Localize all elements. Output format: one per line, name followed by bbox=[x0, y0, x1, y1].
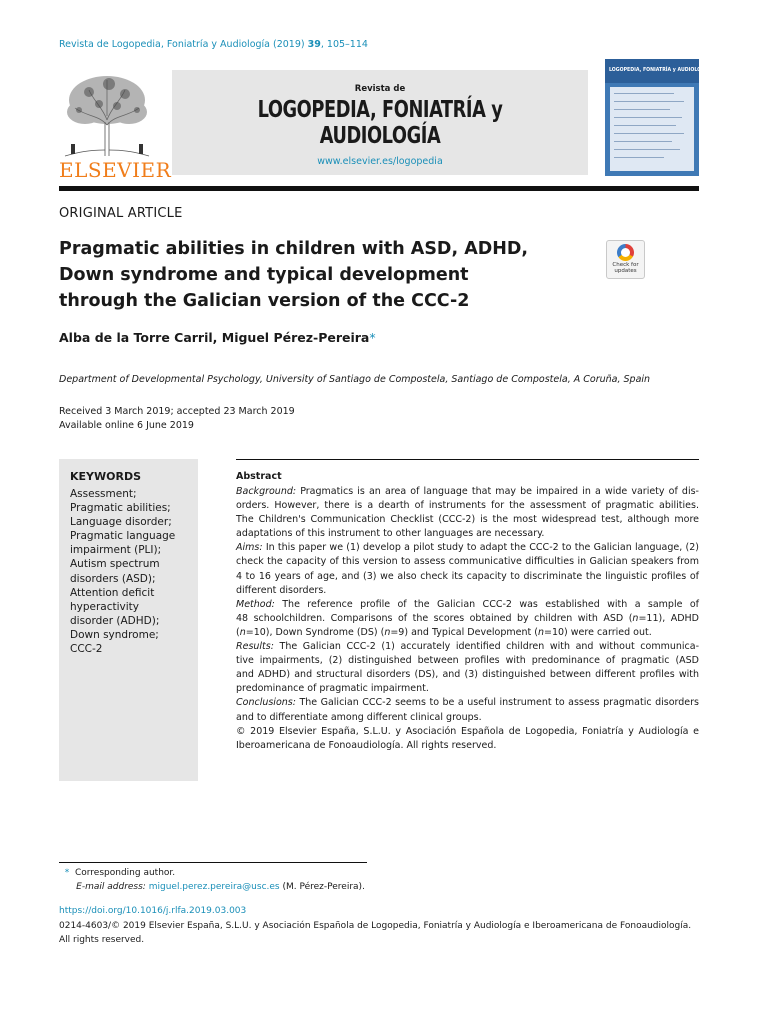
online-date: Available online 6 June 2019 bbox=[59, 420, 194, 431]
abstract-line: 4 to 16 years of age, and (3) we also check its capacity to discriminate the linguistic profiles of bbox=[236, 570, 699, 582]
abstract-line: Background: Pragmatics is an area of language that may be impaired in a wide variety of dis- bbox=[236, 486, 699, 497]
affiliation: Department of Developmental Psychology, University of Santiago de Compostela, Santiago de Compostela, A Coruña, Spain bbox=[59, 374, 651, 385]
article-type: ORIGINAL ARTICLE bbox=[59, 206, 183, 221]
abstract-line: and ADHD) and structural disorders (DS), and (3) distinguished between different profiles with bbox=[236, 669, 699, 681]
email-link[interactable]: miguel.perez.pereira@usc.es bbox=[148, 882, 280, 892]
abstract-line: The Children's Communication Checklist (CCC-2) is the most widespread test, although more bbox=[236, 514, 699, 526]
abstract-label-results: Results: bbox=[236, 641, 274, 653]
abstract-copyright-line: Iberoamericana de Fonoaudiología. All rights reserved. bbox=[236, 739, 497, 751]
footnote-email: E-mail address: miguel.perez.pereira@usc.es (M. Pérez-Pereira). bbox=[76, 882, 365, 892]
keyword-line: hyperactivity bbox=[70, 600, 140, 613]
footnote-corresponding: * Corresponding author. bbox=[64, 868, 176, 878]
keyword-line: impairment (PLI); bbox=[70, 544, 162, 557]
keyword-line: Language disorder; bbox=[70, 516, 172, 529]
header-rule bbox=[59, 186, 699, 191]
abstract-line: Results: The Galician CCC-2 (1) accurately identified children with and without communica- bbox=[236, 641, 699, 653]
keywords-panel bbox=[59, 459, 198, 781]
received-date: Received 3 March 2019; accepted 23 March 2019 bbox=[59, 406, 295, 417]
doi-link[interactable]: https://doi.org/10.1016/j.rlfa.2019.03.003 bbox=[59, 906, 247, 916]
keyword-line: Autism spectrum bbox=[70, 558, 160, 571]
keyword-line: disorder (ADHD); bbox=[70, 614, 160, 627]
citation-journal: Revista de Logopedia, Foniatría y Audiología (2019) bbox=[59, 39, 305, 50]
abstract-heading: Abstract bbox=[236, 471, 282, 482]
cover-title: LOGOPEDIA, FONIATRÍA y AUDIOLOGÍA bbox=[609, 67, 711, 73]
abstract-line: (n=10), Down Syndrome (DS) (n=9) and Typical Development (n=10) were carried out. bbox=[236, 626, 652, 638]
abstract-label-aims: Aims: bbox=[236, 542, 263, 554]
keyword-line: Attention deficit bbox=[70, 586, 155, 599]
footnote-rule bbox=[59, 862, 367, 863]
abstract-line: orders. However, there is a dearth of instruments for the assessment of pragmatic abilities. bbox=[236, 500, 699, 512]
abstract-line: check the capacity of this version to assess communicative difficulties in Galician speakers from bbox=[236, 556, 699, 568]
abstract-line: different disorders. bbox=[236, 584, 327, 596]
banner-pretitle: Revista de bbox=[354, 84, 406, 94]
copyright-line: All rights reserved. bbox=[59, 934, 145, 945]
article-title bbox=[59, 236, 579, 314]
abstract-label-method: Method: bbox=[236, 598, 275, 610]
journal-banner bbox=[172, 70, 588, 175]
abstract-line: and to differentiate among different clinical groups. bbox=[236, 711, 482, 723]
abstract-line: adaptations of this instrument to other languages are necessary. bbox=[236, 528, 545, 540]
cover-contents bbox=[610, 87, 694, 171]
keyword-line: Pragmatic abilities; bbox=[70, 502, 171, 515]
check-updates-label: Check for updates bbox=[612, 262, 639, 274]
abstract-line: Aims: In this paper we (1) develop a pilot study to adapt the CCC-2 to the Galician language, (2) bbox=[236, 542, 699, 554]
banner-title: LOGOPEDIA, FONIATRÍA y AUDIOLOGÍA bbox=[257, 97, 503, 149]
copyright-line: 0214-4603/© 2019 Elsevier España, S.L.U. y Asociación Española de Logopedia, Foniatría y Audiología e Iberoamericana de Fonoaudiología. bbox=[59, 921, 692, 931]
check-for-updates-button[interactable] bbox=[606, 240, 645, 279]
keyword-line: Down syndrome; bbox=[70, 628, 159, 641]
footnote bbox=[59, 866, 365, 894]
abstract-label-background: Background: bbox=[236, 486, 297, 497]
journal-url-link[interactable]: www.elsevier.es/logopedia bbox=[317, 156, 443, 167]
keyword-line: Assessment; bbox=[70, 488, 137, 500]
abstract-line: tive impairments, (2) distinguished between profiles with predominance of pragmatic (ASD bbox=[236, 655, 699, 667]
keywords-list bbox=[70, 487, 175, 656]
abstract-copyright-line: © 2019 Elsevier España, S.L.U. y Asociación Española de Logopedia, Foniatría y Audiología e bbox=[236, 725, 699, 737]
abstract-label-conclusions: Conclusions: bbox=[236, 697, 296, 709]
abstract-body bbox=[236, 485, 699, 753]
journal-citation[interactable] bbox=[59, 39, 368, 50]
abstract-rule bbox=[236, 459, 699, 460]
title-line: Down syndrome and typical development bbox=[59, 265, 469, 285]
keyword-line: CCC-2 bbox=[70, 643, 103, 656]
abstract-line: Method: The reference profile of the Galician CCC-2 was established with a sample of bbox=[236, 598, 699, 610]
keywords-heading: KEYWORDS bbox=[70, 470, 142, 483]
keyword-line: Pragmatic language bbox=[70, 530, 176, 543]
abstract-line: 48 schoolchildren. Comparisons of the scores obtained by children with ASD (n=11), ADHD bbox=[236, 612, 699, 624]
abstract-line: Conclusions: The Galician CCC-2 seems to be a useful instrument to assess pragmatic disorders bbox=[236, 697, 699, 709]
corresponding-author-link[interactable]: * bbox=[369, 330, 376, 345]
author-list bbox=[59, 330, 376, 345]
elsevier-logo bbox=[59, 70, 172, 182]
citation-volume: 39 bbox=[307, 39, 321, 50]
title-line: Pragmatic abilities in children with ASD, ADHD, bbox=[59, 239, 529, 259]
title-line: through the Galician version of the CCC-2 bbox=[59, 291, 470, 311]
abstract-line: predominance of pragmatic impairment. bbox=[236, 683, 429, 695]
journal-cover-thumbnail[interactable] bbox=[605, 59, 711, 176]
article-dates bbox=[59, 405, 295, 433]
keyword-line: disorders (ASD); bbox=[70, 572, 156, 585]
elsevier-wordmark: ELSEVIER bbox=[59, 158, 172, 182]
copyright-notice bbox=[59, 920, 719, 947]
tree-icon bbox=[59, 70, 155, 158]
authors-text: Alba de la Torre Carril, Miguel Pérez-Pereira bbox=[59, 330, 370, 345]
citation-pages: , 105–114 bbox=[320, 39, 368, 50]
